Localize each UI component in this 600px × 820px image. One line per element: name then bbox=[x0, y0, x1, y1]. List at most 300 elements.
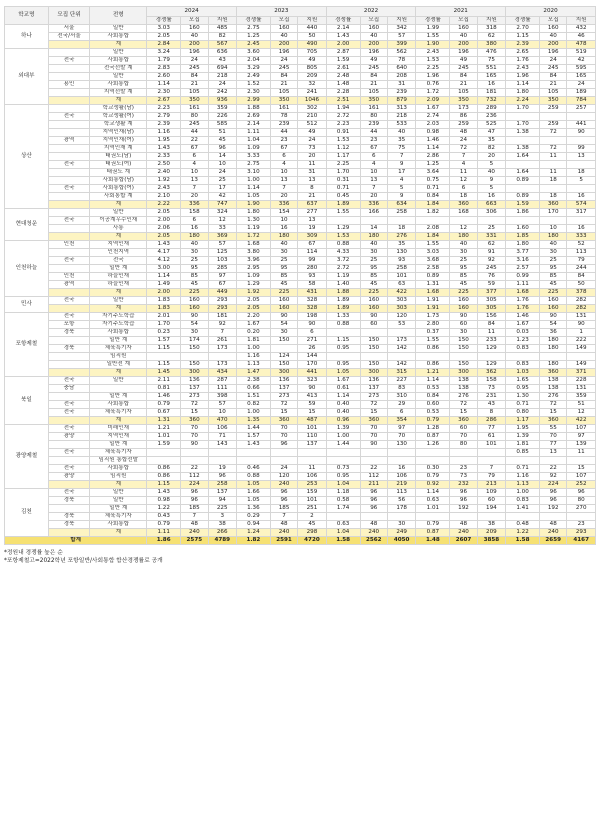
value-cell: 239 bbox=[387, 89, 415, 97]
value-cell: 62 bbox=[477, 241, 505, 249]
type-cell: 일반 bbox=[90, 49, 147, 57]
value-cell: 2.25 bbox=[416, 65, 450, 73]
value-cell: 15 bbox=[270, 409, 297, 417]
value-cell: 3.03 bbox=[147, 25, 181, 33]
unit-cell: 전국 bbox=[48, 161, 90, 169]
value-cell: 72 bbox=[360, 401, 387, 409]
value-cell: 2.95 bbox=[236, 265, 270, 273]
value-cell: 138 bbox=[540, 377, 567, 385]
value-cell: 0.46 bbox=[236, 465, 270, 473]
value-cell: 90 bbox=[567, 321, 596, 329]
value-cell: 85 bbox=[450, 273, 477, 281]
value-cell: 90 bbox=[450, 313, 477, 321]
value-cell: 35 bbox=[387, 241, 415, 249]
type-cell: 일반 bbox=[90, 489, 147, 497]
table-row bbox=[5, 169, 596, 177]
subtotal-row bbox=[5, 529, 596, 537]
value-cell: 99 bbox=[567, 145, 596, 153]
value-cell: 4 bbox=[450, 161, 477, 169]
value-cell: 181 bbox=[208, 313, 236, 321]
value-cell: 1.96 bbox=[506, 73, 540, 81]
value-cell: 378 bbox=[567, 289, 596, 297]
value-cell: 1.14 bbox=[506, 81, 540, 89]
value-cell: 3858 bbox=[477, 537, 505, 545]
value-cell bbox=[506, 513, 540, 521]
value-cell: 562 bbox=[387, 49, 415, 57]
value-cell: 55 bbox=[540, 425, 567, 433]
value-cell: 96 bbox=[181, 497, 208, 505]
table-row bbox=[5, 217, 596, 225]
school-name: 외대부 bbox=[5, 49, 49, 105]
table-row bbox=[5, 393, 596, 401]
value-cell: 585 bbox=[208, 121, 236, 129]
value-cell: 72 bbox=[540, 401, 567, 409]
value-cell: 0.86 bbox=[147, 465, 181, 473]
unit-cell bbox=[48, 41, 90, 49]
unit-cell bbox=[48, 393, 90, 401]
value-cell: 0.79 bbox=[416, 521, 450, 529]
value-cell: 25 bbox=[450, 257, 477, 265]
value-cell bbox=[360, 217, 387, 225]
value-cell: 1.11 bbox=[236, 129, 270, 137]
value-cell: 359 bbox=[208, 105, 236, 113]
header-metric: 지원 bbox=[298, 17, 326, 25]
value-cell: 300 bbox=[450, 369, 477, 377]
value-cell: 282 bbox=[567, 297, 596, 305]
value-cell: 245 bbox=[477, 265, 505, 273]
value-cell: 62 bbox=[477, 33, 505, 41]
value-cell: 273 bbox=[181, 393, 208, 401]
unit-cell bbox=[48, 145, 90, 153]
value-cell: 225 bbox=[270, 289, 297, 297]
value-cell: 1.60 bbox=[506, 225, 540, 233]
value-cell: 225 bbox=[181, 289, 208, 297]
value-cell: 0.87 bbox=[416, 433, 450, 441]
value-cell: 11 bbox=[540, 169, 567, 177]
value-cell: 1.26 bbox=[416, 441, 450, 449]
type-cell bbox=[90, 385, 147, 393]
value-cell: 73 bbox=[298, 145, 326, 153]
value-cell: 17 bbox=[208, 185, 236, 193]
value-cell: 2.57 bbox=[506, 265, 540, 273]
value-cell bbox=[147, 449, 181, 457]
value-cell: 130 bbox=[387, 249, 415, 257]
value-cell: 350 bbox=[360, 97, 387, 105]
value-cell: 1.67 bbox=[236, 321, 270, 329]
value-cell: 137 bbox=[360, 385, 387, 393]
note-line: *포항제철고=2022학년 포항일반/사회통합 합산경쟁률로 공개 bbox=[4, 558, 163, 564]
unit-cell: 광양 bbox=[48, 433, 90, 441]
value-cell: 72 bbox=[540, 129, 567, 137]
value-cell: 2.11 bbox=[147, 377, 181, 385]
value-cell: 2.23 bbox=[147, 105, 181, 113]
value-cell: 1.33 bbox=[326, 313, 360, 321]
value-cell: 2.75 bbox=[236, 25, 270, 33]
value-cell: 1.25 bbox=[416, 161, 450, 169]
value-cell: 14 bbox=[360, 225, 387, 233]
value-cell: 1.55 bbox=[326, 209, 360, 217]
type-cell: 계 bbox=[90, 201, 147, 209]
value-cell: 1.14 bbox=[147, 81, 181, 89]
header-year: 2020 bbox=[506, 7, 596, 17]
header-year: 2022 bbox=[326, 7, 416, 17]
value-cell: 97 bbox=[387, 425, 415, 433]
value-cell: 4050 bbox=[387, 537, 415, 545]
value-cell: 0.91 bbox=[326, 129, 360, 137]
unit-cell bbox=[48, 457, 90, 465]
value-cell: 1.09 bbox=[236, 145, 270, 153]
type-cell: 사회통합 bbox=[90, 329, 147, 337]
value-cell bbox=[567, 353, 596, 361]
value-cell bbox=[450, 449, 477, 457]
value-cell: 129 bbox=[477, 361, 505, 369]
value-cell: 1.16 bbox=[506, 473, 540, 481]
value-cell: 25 bbox=[181, 257, 208, 265]
header-metric: 경쟁률 bbox=[326, 17, 360, 25]
value-cell: 663 bbox=[477, 201, 505, 209]
table-row bbox=[5, 441, 596, 449]
value-cell bbox=[360, 513, 387, 521]
value-cell: 49 bbox=[450, 57, 477, 65]
value-cell: 0.66 bbox=[236, 385, 270, 393]
header-metric: 모집 bbox=[450, 17, 477, 25]
value-cell: 84 bbox=[477, 321, 505, 329]
value-cell: 1.58 bbox=[326, 537, 360, 545]
value-cell: 0.71 bbox=[506, 465, 540, 473]
value-cell: 1.13 bbox=[236, 361, 270, 369]
subtotal-row bbox=[5, 305, 596, 313]
value-cell: 26 bbox=[298, 345, 326, 353]
value-cell: 1.51 bbox=[236, 393, 270, 401]
value-cell: 309 bbox=[298, 233, 326, 241]
type-cell: 지역인재 bbox=[90, 433, 147, 441]
value-cell: 1.36 bbox=[236, 505, 270, 513]
value-cell: 30 bbox=[181, 329, 208, 337]
value-cell: 200 bbox=[360, 41, 387, 49]
value-cell bbox=[298, 449, 326, 457]
value-cell: 1.30 bbox=[236, 217, 270, 225]
value-cell: 323 bbox=[298, 377, 326, 385]
value-cell: 7 bbox=[450, 153, 477, 161]
value-cell: 1.39 bbox=[506, 433, 540, 441]
table-row bbox=[5, 121, 596, 129]
value-cell: 2.04 bbox=[236, 57, 270, 65]
value-cell: 160 bbox=[181, 25, 208, 33]
grand-total-label: 합계 bbox=[5, 537, 147, 545]
value-cell: 0.53 bbox=[416, 409, 450, 417]
value-cell: 11 bbox=[567, 449, 596, 457]
value-cell: 150 bbox=[450, 345, 477, 353]
value-cell: 49 bbox=[298, 57, 326, 65]
value-cell: 0.86 bbox=[147, 473, 181, 481]
unit-cell bbox=[48, 441, 90, 449]
value-cell: 0.40 bbox=[326, 401, 360, 409]
value-cell: 138 bbox=[450, 377, 477, 385]
value-cell: 1.55 bbox=[416, 337, 450, 345]
type-cell: 태권도(여) bbox=[90, 161, 147, 169]
value-cell: 21 bbox=[360, 81, 387, 89]
value-cell: 137 bbox=[270, 385, 297, 393]
value-cell: 2.20 bbox=[236, 313, 270, 321]
value-cell: 97 bbox=[208, 273, 236, 281]
value-cell: 160 bbox=[270, 305, 297, 313]
value-cell: 2575 bbox=[181, 537, 208, 545]
unit-cell bbox=[48, 369, 90, 377]
value-cell: 165 bbox=[477, 73, 505, 81]
value-cell: 1.86 bbox=[506, 209, 540, 217]
table-row bbox=[5, 241, 596, 249]
value-cell: 1.19 bbox=[236, 225, 270, 233]
value-cell: 47 bbox=[477, 129, 505, 137]
value-cell: 6 bbox=[387, 409, 415, 417]
value-cell: 2.72 bbox=[326, 113, 360, 121]
value-cell: 91 bbox=[477, 249, 505, 257]
value-cell: 282 bbox=[567, 305, 596, 313]
value-cell: 240 bbox=[181, 529, 208, 537]
value-cell: 359 bbox=[567, 393, 596, 401]
value-cell: 0.89 bbox=[416, 273, 450, 281]
value-cell: 23 bbox=[360, 137, 387, 145]
value-cell: 77 bbox=[540, 441, 567, 449]
value-cell: 1.95 bbox=[147, 137, 181, 145]
value-cell: 73 bbox=[450, 473, 477, 481]
unit-cell bbox=[48, 289, 90, 297]
value-cell: 1.15 bbox=[147, 481, 181, 489]
value-cell: 180 bbox=[540, 233, 567, 241]
value-cell: 16 bbox=[477, 193, 505, 201]
value-cell: 20 bbox=[181, 193, 208, 201]
value-cell: 99 bbox=[298, 257, 326, 265]
type-cell: 일반 bbox=[90, 497, 147, 505]
value-cell: 50 bbox=[567, 281, 596, 289]
value-cell: 12 bbox=[450, 177, 477, 185]
type-cell: 임직원 bbox=[90, 473, 147, 481]
value-cell: 0.83 bbox=[506, 345, 540, 353]
value-cell: 342 bbox=[387, 25, 415, 33]
value-cell: 0.85 bbox=[506, 449, 540, 457]
value-cell: 54 bbox=[181, 321, 208, 329]
value-cell: 7 bbox=[270, 513, 297, 521]
value-cell: 1.04 bbox=[326, 481, 360, 489]
value-cell: 261 bbox=[208, 337, 236, 345]
value-cell: 84 bbox=[270, 73, 297, 81]
value-cell: 1.19 bbox=[326, 273, 360, 281]
value-cell: 178 bbox=[387, 505, 415, 513]
value-cell: 2.33 bbox=[147, 153, 181, 161]
type-cell: 태권도 계 bbox=[90, 169, 147, 177]
value-cell: 2.00 bbox=[326, 41, 360, 49]
table-row bbox=[5, 137, 596, 145]
value-cell: 57 bbox=[387, 33, 415, 41]
value-cell: 196 bbox=[360, 49, 387, 57]
table-row bbox=[5, 225, 596, 233]
value-cell: 57 bbox=[208, 401, 236, 409]
type-cell: 전국선발 계 bbox=[90, 65, 147, 73]
value-cell: 1.92 bbox=[236, 289, 270, 297]
value-cell: 2.39 bbox=[147, 121, 181, 129]
table-row bbox=[5, 265, 596, 273]
value-cell: 377 bbox=[477, 289, 505, 297]
value-cell: 936 bbox=[208, 97, 236, 105]
type-cell: 체육특기자 bbox=[90, 409, 147, 417]
value-cell: 0.79 bbox=[416, 417, 450, 425]
notes bbox=[4, 549, 596, 565]
value-cell bbox=[540, 113, 567, 121]
value-cell: 208 bbox=[387, 73, 415, 81]
header-metric: 경쟁률 bbox=[147, 17, 181, 25]
value-cell: 95 bbox=[360, 265, 387, 273]
value-cell: 225 bbox=[360, 289, 387, 297]
value-cell: 1.67 bbox=[506, 321, 540, 329]
header-metric: 지원 bbox=[208, 17, 236, 25]
value-cell bbox=[387, 329, 415, 337]
value-cell: 72 bbox=[450, 401, 477, 409]
value-cell bbox=[506, 217, 540, 225]
value-cell: 369 bbox=[208, 233, 236, 241]
table-row bbox=[5, 345, 596, 353]
value-cell: 280 bbox=[298, 265, 326, 273]
value-cell: 103 bbox=[208, 257, 236, 265]
value-cell bbox=[270, 345, 297, 353]
table-row bbox=[5, 65, 596, 73]
value-cell: 1.67 bbox=[416, 105, 450, 113]
value-cell: 303 bbox=[387, 297, 415, 305]
value-cell: 305 bbox=[477, 305, 505, 313]
value-cell bbox=[326, 353, 360, 361]
value-cell: 1.43 bbox=[147, 145, 181, 153]
value-cell bbox=[567, 217, 596, 225]
value-cell: 747 bbox=[208, 201, 236, 209]
subtotal-row bbox=[5, 369, 596, 377]
value-cell: 1.88 bbox=[236, 105, 270, 113]
value-cell: 160 bbox=[540, 297, 567, 305]
value-cell: 6 bbox=[450, 185, 477, 193]
value-cell: 158 bbox=[181, 209, 208, 217]
value-cell: 2.06 bbox=[147, 225, 181, 233]
type-cell: 사회통합 계 bbox=[90, 193, 147, 201]
value-cell: 1.85 bbox=[506, 233, 540, 241]
table-row bbox=[5, 409, 596, 417]
value-cell: 1 bbox=[567, 329, 596, 337]
value-cell: 23 bbox=[567, 521, 596, 529]
header-year: 2024 bbox=[147, 7, 237, 17]
value-cell: 85 bbox=[270, 273, 297, 281]
value-cell: 1.21 bbox=[147, 425, 181, 433]
value-cell: 160 bbox=[540, 305, 567, 313]
value-cell: 84 bbox=[181, 73, 208, 81]
value-cell: 7 bbox=[181, 513, 208, 521]
value-cell: 318 bbox=[477, 25, 505, 33]
value-cell: 2.69 bbox=[236, 113, 270, 121]
value-cell: 1.43 bbox=[147, 241, 181, 249]
value-cell: 2591 bbox=[270, 537, 297, 545]
value-cell: 200 bbox=[450, 41, 477, 49]
value-cell: 4 bbox=[387, 177, 415, 185]
value-cell: 1.59 bbox=[506, 201, 540, 209]
value-cell: 1.65 bbox=[506, 377, 540, 385]
value-cell: 1.35 bbox=[236, 417, 270, 425]
value-cell: 196 bbox=[450, 49, 477, 57]
unit-cell: 전국 bbox=[48, 257, 90, 265]
school-name: 현대청운 bbox=[5, 209, 49, 241]
value-cell: 1.05 bbox=[236, 193, 270, 201]
value-cell: 1.55 bbox=[416, 241, 450, 249]
value-cell: 300 bbox=[181, 369, 208, 377]
value-cell: 567 bbox=[208, 41, 236, 49]
value-cell: 93 bbox=[387, 257, 415, 265]
table-row bbox=[5, 489, 596, 497]
value-cell: 48 bbox=[360, 521, 387, 529]
value-cell: 432 bbox=[567, 25, 596, 33]
type-cell: 계 bbox=[90, 289, 147, 297]
value-cell: 180 bbox=[540, 345, 567, 353]
value-cell: 336 bbox=[360, 201, 387, 209]
value-cell: 0.82 bbox=[236, 401, 270, 409]
value-cell: 1.68 bbox=[236, 241, 270, 249]
type-cell: 사회통합 bbox=[90, 57, 147, 65]
value-cell: 90 bbox=[270, 313, 297, 321]
value-cell: 40 bbox=[181, 241, 208, 249]
value-cell: 21 bbox=[540, 81, 567, 89]
value-cell: 324 bbox=[208, 209, 236, 217]
value-cell bbox=[147, 353, 181, 361]
value-cell bbox=[540, 513, 567, 521]
value-cell: 1.22 bbox=[506, 529, 540, 537]
value-cell bbox=[360, 449, 387, 457]
value-cell: 551 bbox=[477, 65, 505, 73]
value-cell: 32 bbox=[298, 81, 326, 89]
value-cell: 1.14 bbox=[416, 489, 450, 497]
value-cell: 637 bbox=[298, 201, 326, 209]
value-cell: 2.05 bbox=[147, 209, 181, 217]
value-cell: 302 bbox=[298, 105, 326, 113]
value-cell: 45 bbox=[270, 281, 297, 289]
value-cell: 3.33 bbox=[236, 153, 270, 161]
value-cell: 16 bbox=[477, 81, 505, 89]
table-row bbox=[5, 249, 596, 257]
value-cell: 286 bbox=[477, 417, 505, 425]
note-line: *정원내 경쟁률 높은 순 bbox=[4, 550, 63, 556]
value-cell: 2.43 bbox=[416, 49, 450, 57]
value-cell: 0.79 bbox=[416, 473, 450, 481]
unit-cell bbox=[48, 481, 90, 489]
value-cell: 9 bbox=[387, 193, 415, 201]
value-cell: 170 bbox=[298, 361, 326, 369]
value-cell: 4167 bbox=[567, 537, 596, 545]
value-cell: 40 bbox=[270, 241, 297, 249]
value-cell: 129 bbox=[477, 345, 505, 353]
unit-cell bbox=[48, 73, 90, 81]
value-cell: 1.47 bbox=[236, 369, 270, 377]
value-cell: 137 bbox=[298, 441, 326, 449]
type-cell: 지역인재 계 bbox=[90, 145, 147, 153]
value-cell: 1.39 bbox=[326, 425, 360, 433]
value-cell: 67 bbox=[360, 145, 387, 153]
value-cell bbox=[181, 353, 208, 361]
value-cell bbox=[567, 185, 596, 193]
value-cell: 805 bbox=[298, 65, 326, 73]
type-cell: 사회통합(여) bbox=[90, 185, 147, 193]
type-cell: 하늘인재 bbox=[90, 273, 147, 281]
value-cell: 2.67 bbox=[147, 97, 181, 105]
value-cell: 48 bbox=[450, 129, 477, 137]
value-cell: 173 bbox=[208, 345, 236, 353]
value-cell: 0.87 bbox=[416, 529, 450, 537]
table-row bbox=[5, 73, 596, 81]
value-cell: 82 bbox=[208, 33, 236, 41]
table-row bbox=[5, 297, 596, 305]
value-cell: 336 bbox=[181, 201, 208, 209]
